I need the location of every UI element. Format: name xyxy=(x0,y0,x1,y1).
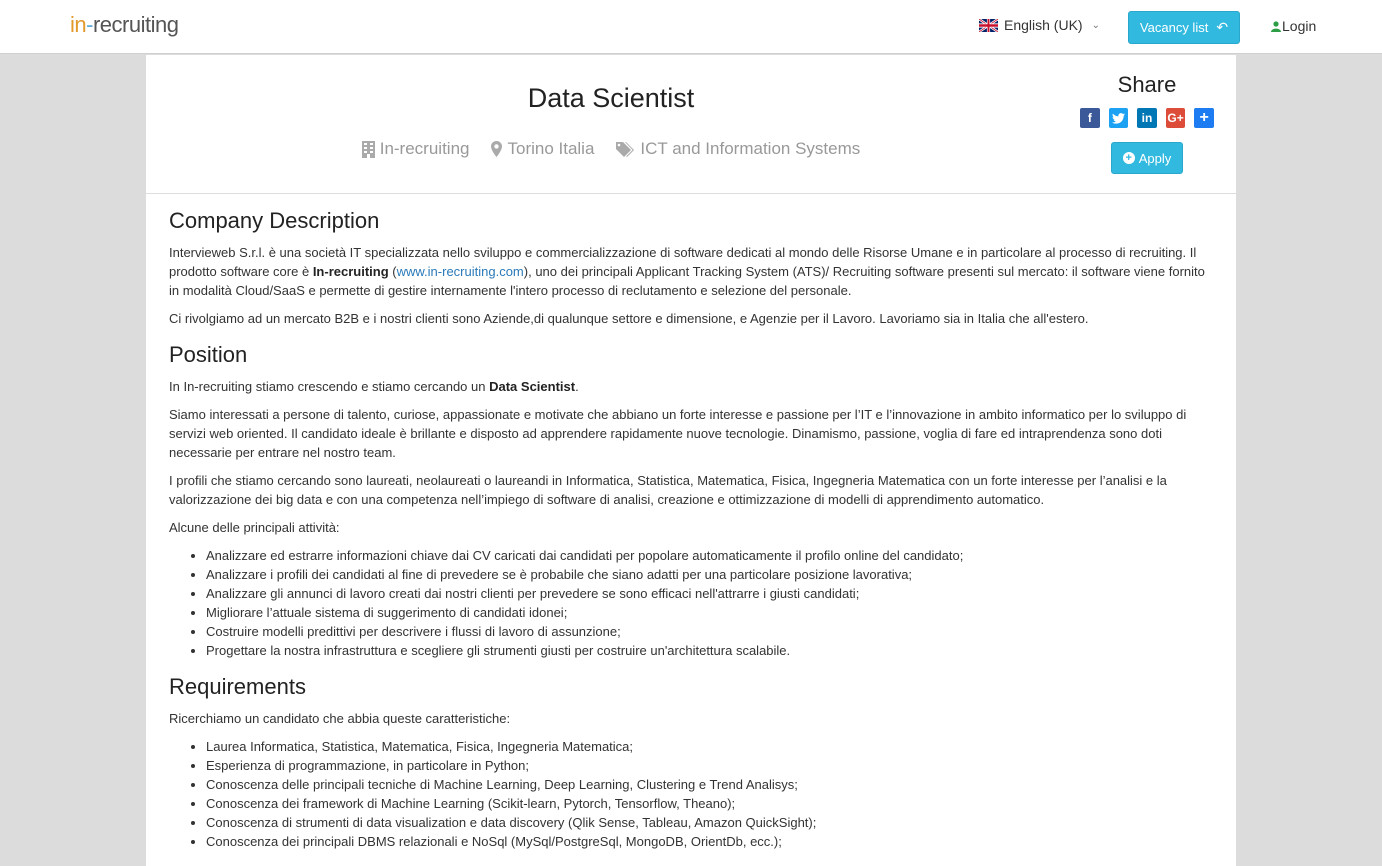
in-recruiting-logo[interactable] xyxy=(70,12,178,38)
activities-list xyxy=(206,546,1214,660)
language-label: English (UK) xyxy=(1004,17,1083,33)
login-link[interactable] xyxy=(1271,18,1316,34)
plus-circle-icon: + xyxy=(1123,152,1135,164)
job-card xyxy=(146,55,1236,866)
twitter-bird-shape xyxy=(1112,113,1125,124)
list-item: • Conoscenza di strumenti di data visualization e data discovery (Qlik Sense, Tableau, Amazon QuickSight); xyxy=(206,813,1214,832)
google-plus-icon[interactable]: G+ xyxy=(1166,108,1186,128)
list-item: • Costruire modelli predittivi per descrivere i flussi di lavoro di assunzione; xyxy=(206,622,1214,641)
requirements-heading: Requirements xyxy=(169,674,306,699)
list-item: • Migliorare l’attuale sistema di suggerimento di candidati idonei; xyxy=(206,603,1214,622)
twitter-icon[interactable] xyxy=(1109,108,1129,128)
list-item: • Conoscenza dei framework di Machine Learning (Scikit-learn, Pytorch, Tensorflow, Theano); xyxy=(206,794,1214,813)
tags-icon xyxy=(616,142,635,157)
job-meta xyxy=(146,139,1076,159)
uk-flag-icon xyxy=(979,19,998,32)
job-category xyxy=(616,139,860,159)
company-description-paragraph-2: Ci rivolgiamo ad un mercato B2B e i nostri clienti sono Aziende,di qualunque settore e dimensione, e Agenzie per il Lavoro. Lavoriamo sia in Italia che all'estero. xyxy=(169,311,1089,326)
top-navbar xyxy=(0,0,1382,54)
text-fragment: . xyxy=(575,379,579,394)
add-share-icon[interactable]: + xyxy=(1194,108,1214,128)
list-item: • Analizzare gli annunci di lavoro creati dai nostri clienti per prevedere se sono efficaci nell'attrarre i giusti candidati; xyxy=(206,584,1214,603)
apply-button[interactable] xyxy=(1111,142,1183,174)
share-title: Share xyxy=(1117,72,1177,97)
job-header xyxy=(146,55,1236,194)
share-icons xyxy=(1080,108,1214,128)
position-paragraph-4: Alcune delle principali attività: xyxy=(169,520,340,535)
logo-part-dash: - xyxy=(86,12,93,37)
text-fragment: In In-recruiting stiamo crescendo e stiamo cercando un xyxy=(169,379,490,394)
text-fragment: ( xyxy=(388,264,397,279)
text-fragment: Intervieweb S.r.l. è una società IT specializzata nello sviluppo e commercializzazione di software dedicati al mondo delle Risorse Umane e in particolare al processo di recruiting. Il prodotto software core è xyxy=(169,245,1197,279)
chevron-down-icon: ⌄ xyxy=(1091,19,1100,31)
apply-label: Apply xyxy=(1138,150,1172,166)
vacancy-list-label: Vacancy list xyxy=(1139,20,1209,35)
reply-arrow-icon: ↶ xyxy=(1216,19,1229,35)
list-item: • Conoscenza dei principali DBMS relazionali e NoSql (MySql/PostgreSql, MongoDB, OrientDb, ecc.); xyxy=(206,832,1214,851)
user-icon xyxy=(1271,21,1281,32)
text-fragment: ), uno dei principali Applicant Tracking System (ATS)/ Recruiting software presenti sul mercato: il software viene fornito in modalità Cloud/SaaS e permette di gestire internamente l'intero processo di reclutamento e selezione del personale. xyxy=(169,264,1205,298)
job-company-label: In-recruiting xyxy=(379,139,470,158)
list-item: • Analizzare i profili dei candidati al fine di prevedere se è probabile che siano adatti per una particolare posizione lavorativa; xyxy=(206,565,1214,584)
logo-part-rest: recruiting xyxy=(92,12,179,37)
login-label: Login xyxy=(1282,18,1317,34)
list-item: • Conoscenza delle principali tecniche di Machine Learning, Deep Learning, Clustering e Trend Analisys; xyxy=(206,775,1214,794)
vacancy-list-button[interactable] xyxy=(1128,11,1240,44)
company-website-link[interactable]: www.in-recruiting.com xyxy=(396,264,524,279)
position-paragraph-3: I profili che stiamo cercando sono laureati, neolaureati o laureandi in Informatica, Statistica, Matematica, Fisica, Ingegneria Matematica con un forte interesse per l’analisi e la valorizzazione dei big data e con una competenza nell’impiego di software di analisi, creazione e ottimizzazione di modelli di apprendimento automatico. xyxy=(169,473,1167,507)
company-description-heading: Company Description xyxy=(169,208,380,233)
map-marker-icon xyxy=(491,141,502,157)
requirements-list xyxy=(206,737,1214,851)
position-paragraph-2: Siamo interessati a persone di talento, curiose, appassionate e motivate che abbiano un forte interesse e passione per l’IT e l’innovazione in ambito informatico per lo sviluppo di servizi web oriented. Il candidato ideale è brillante e disposto ad apprendere rapidamente nuove tecnologie. Dinamismo, passione, voglia di fare ed intraprendenza sono doti necessarie per entrare nel nostro team. xyxy=(169,407,1187,460)
job-location xyxy=(491,139,594,159)
list-item: • Analizzare ed estrarre informazioni chiave dai CV caricati dai candidati per popolare automaticamente il profilo online del candidato; xyxy=(206,546,1214,565)
position-paragraph-1 xyxy=(169,377,1214,396)
bold-text: In-recruiting xyxy=(312,264,389,279)
job-category-label: ICT and Information Systems xyxy=(640,139,861,158)
job-company xyxy=(362,139,470,159)
requirements-paragraph-1: Ricerchiamo un candidato che abbia queste caratteristiche: xyxy=(169,711,511,726)
list-item: • Progettare la nostra infrastruttura e scegliere gli strumenti giusti per costruire un'architettura scalabile. xyxy=(206,641,1214,660)
building-icon xyxy=(362,141,375,158)
job-title: Data Scientist xyxy=(527,83,695,113)
logo-part-in: in xyxy=(70,12,87,37)
job-location-label: Torino Italia xyxy=(507,139,595,158)
list-item: • Esperienza di programmazione, in particolare in Python; xyxy=(206,756,1214,775)
bold-text: Data Scientist xyxy=(489,379,576,394)
language-selector[interactable] xyxy=(979,17,1100,33)
list-item: • Laurea Informatica, Statistica, Matematica, Fisica, Ingegneria Matematica; xyxy=(206,737,1214,756)
job-description xyxy=(169,208,1214,860)
company-description-paragraph-1 xyxy=(169,243,1214,300)
facebook-icon[interactable]: f xyxy=(1080,108,1100,128)
linkedin-icon[interactable]: in xyxy=(1137,108,1157,128)
position-heading: Position xyxy=(169,342,248,367)
